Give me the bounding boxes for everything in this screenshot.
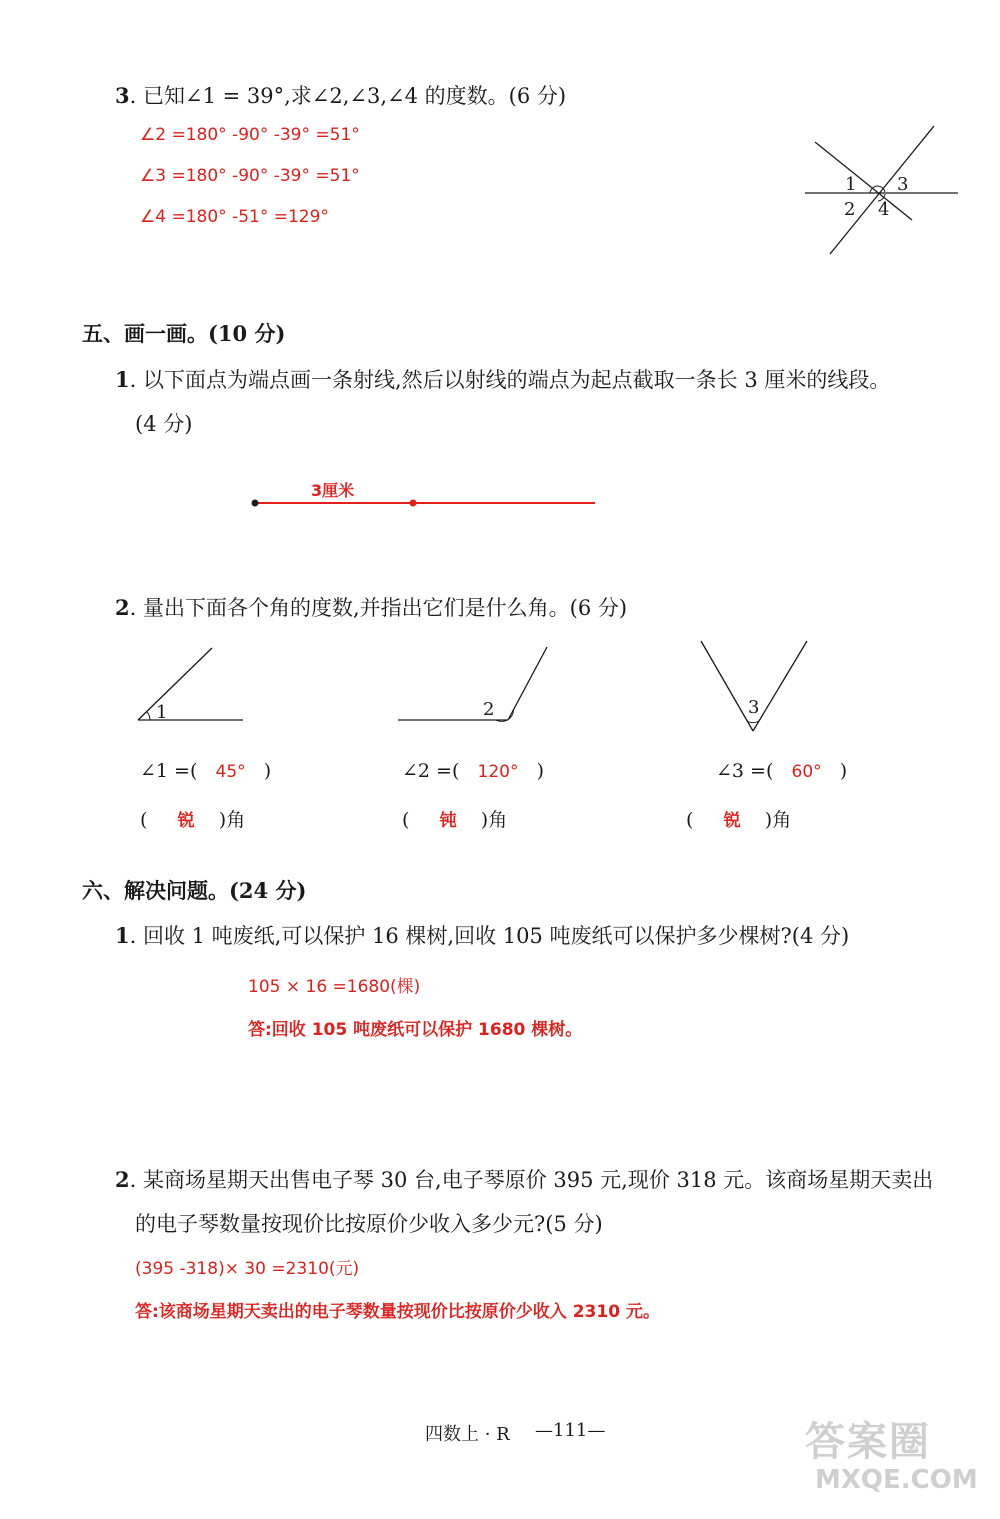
watermark-logo [805,1410,931,1467]
angle-1-measure [140,760,271,782]
segment-label: 3厘米 [311,481,355,500]
sec5-q1-score: (4 分) [135,412,193,436]
q3-answer-2: ∠3 =180° -90° -39° =51° [140,166,360,186]
angle-1-kind-value: 锐 [177,811,195,831]
fig-label-1: 1 [845,174,857,195]
fig-label-3: 3 [897,174,909,195]
ray-drawing [245,470,605,520]
angle-2-suffix: ) [536,760,545,782]
sec5-q2-question [115,592,627,622]
angle-1-kind-open: ( [140,809,148,831]
angle-2-kind [402,805,507,832]
angle-2-kind-value: 钝 [439,811,457,831]
angle-3-suffix: ) [839,760,848,782]
angle-1-value: 45° [215,762,246,782]
angle-3-label: 3 [748,697,760,718]
section-6-title: 六、解决问题。(24 分) [82,878,307,903]
sec6-q2-calc: (395 -318)× 30 =2310(元) [135,1259,360,1279]
footer-book: 四数上 · R [425,1424,510,1445]
sec6-q1-text: . 回收 1 吨废纸,可以保护 16 棵树,回收 105 吨废纸可以保护多少棵树?(4 分) [129,924,850,948]
sec5-q2-text: . 量出下面各个角的度数,并指出它们是什么角。(6 分) [129,596,628,620]
angle-3-kind-value: 锐 [723,811,741,831]
angle-3-kind-open: ( [686,809,694,831]
angle-1-suffix: ) [263,760,272,782]
angle-3-measure [716,760,847,782]
section-5-title: 五、画一画。(10 分) [82,321,286,346]
angle-2-value: 120° [477,762,519,782]
angle-1-prefix: ∠1 =( [140,760,198,782]
sec6-q2-question-line2: 的电子琴数量按现价比按原价少收入多少元?(5 分) [135,1212,603,1236]
q3-answer-3: ∠4 =180° -51° =129° [140,207,329,227]
sec5-q1-question [115,364,890,394]
angle-2-figure [392,640,562,730]
q3-question [115,80,566,110]
footer-page-number: —111— [535,1420,606,1441]
sec6-q2-answer: 答:该商场星期天卖出的电子琴数量按现价比按原价少收入 2310 元。 [135,1302,660,1322]
angle-2-label: 2 [483,699,495,720]
sec6-q2-number: 2 [115,1167,130,1192]
angle-2-measure [402,760,544,782]
sec6-q1-answer: 答:回收 105 吨废纸可以保护 1680 棵树。 [248,1020,583,1040]
angle-3-prefix: ∠3 =( [716,760,774,782]
sec6-q1-calc: 105 × 16 =1680(棵) [248,977,421,997]
watermark-text-1: 答案圈 [805,1419,931,1465]
angle-2-prefix: ∠2 =( [402,760,460,782]
sec6-q1-number: 1 [115,923,130,948]
q3-text: . 已知∠1 = 39°,求∠2,∠3,∠4 的度数。(6 分) [129,84,567,108]
sec5-q2-number: 2 [115,595,130,620]
angle-3-kind [686,805,791,832]
angle-2-kind-open: ( [402,809,410,831]
q3-answer-1: ∠2 =180° -90° -39° =51° [140,125,360,145]
watermark-url: MXQE.COM [815,1465,978,1495]
angle-1-kind-close: )角 [218,809,246,831]
angle-3-value: 60° [791,762,822,782]
intersecting-lines-figure [800,120,970,260]
angle-1-label: 1 [156,702,168,723]
angle-1-kind [140,805,245,832]
angle-3-kind-close: )角 [764,809,792,831]
angle-1-figure [130,640,250,730]
q3-number: 3 [115,83,130,108]
fig-label-2: 2 [844,199,856,220]
fig-label-4: 4 [878,199,890,220]
sec6-q2-question-line1 [115,1164,933,1194]
sec6-q2-text-1: . 某商场星期天出售电子琴 30 台,电子琴原价 395 元,现价 318 元。该商场星期天卖出 [129,1168,934,1192]
sec6-q1-question [115,920,849,950]
sec5-q1-text: . 以下面点为端点画一条射线,然后以射线的端点为起点截取一条长 3 厘米的线段。 [129,368,891,392]
sec5-q1-number: 1 [115,367,130,392]
angle-3-figure [695,635,815,735]
angle-2-kind-close: )角 [480,809,508,831]
